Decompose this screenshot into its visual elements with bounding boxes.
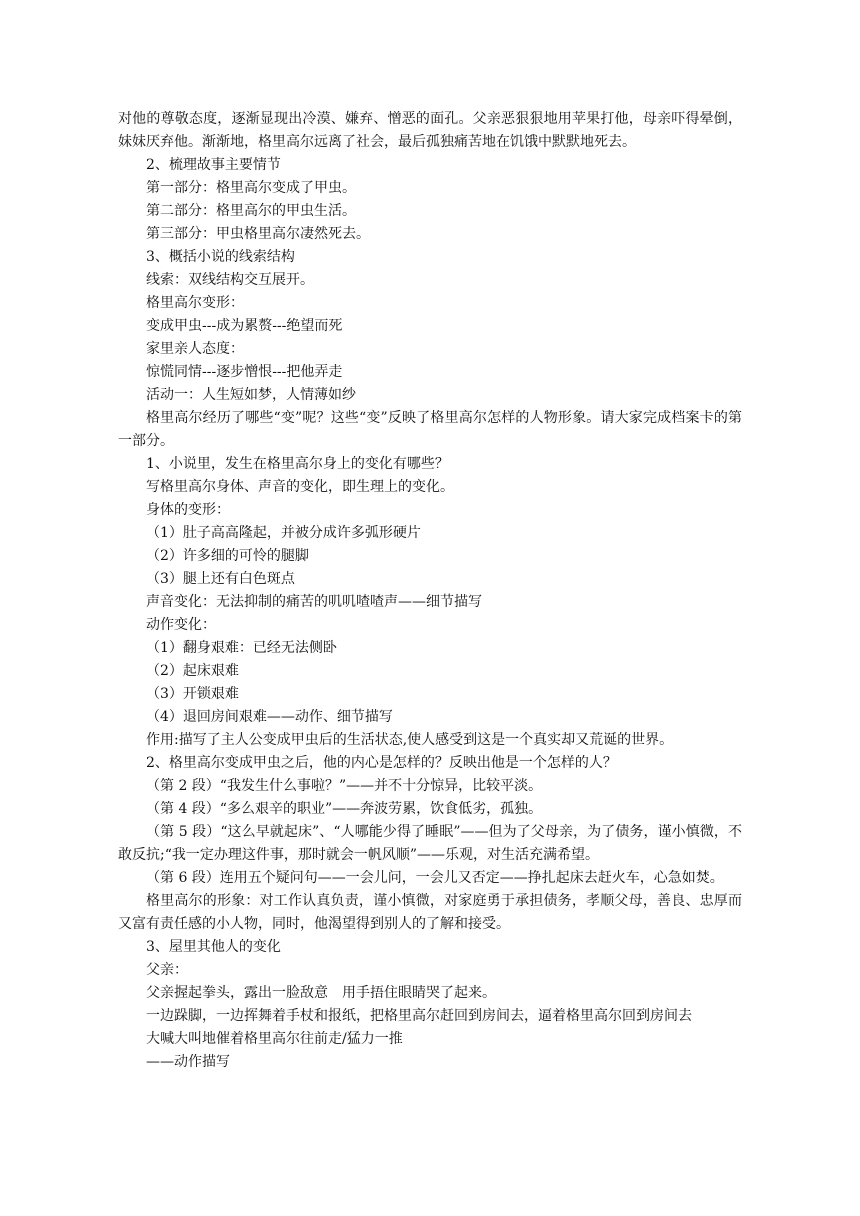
paragraph: 第三部分：甲虫格里高尔凄然死去。 [146, 226, 370, 242]
section-heading: 3、屋里其他人的变化 [146, 939, 281, 955]
paragraph: （第 2 段）“我发生什么事啦？”——并不十分惊异，比较平淡。 [146, 778, 543, 794]
paragraph: 一边跺脚，一边挥舞着手杖和报纸，把格里高尔赶回到房间去，逼着格里高尔回到房间去 [146, 1008, 692, 1024]
document-body [118, 108, 742, 1074]
paragraph: 声音变化：无法抑制的痛苦的叽叽喳喳声——细节描写 [146, 594, 482, 610]
paragraph: 父亲： [146, 962, 188, 978]
paragraph: 格里高尔经历了哪些“变”呢？这些“变”反映了格里高尔怎样的人物形象。请大家完成档案卡的第一部分。 [118, 410, 742, 449]
section-heading: 2、梳理故事主要情节 [146, 157, 281, 173]
section-heading: 活动一：人生短如梦，人情薄如纱 [146, 387, 356, 403]
paragraph: 变成甲虫---成为累赘---绝望而死 [146, 318, 343, 334]
paragraph: （第 4 段）“多么艰辛的职业”——奔波劳累，饮食低劣，孤独。 [146, 801, 543, 817]
paragraph: 对他的尊敬态度，逐渐显现出冷漠、嫌弃、憎恶的面孔。父亲恶狠狠地用苹果打他，母亲吓得晕倒，妹妹厌弃他。渐渐地，格里高尔远离了社会，最后孤独痛苦地在饥饿中默默地死去。 [118, 111, 742, 150]
list-item: （3）腿上还有白色斑点 [146, 571, 295, 587]
paragraph: ——动作描写 [146, 1054, 230, 1070]
paragraph: 动作变化： [146, 617, 216, 633]
list-item: （2）许多细的可怜的腿脚 [146, 548, 309, 564]
list-item: （1）翻身艰难：已经无法侧卧 [146, 640, 337, 656]
section-heading: 2、格里高尔变成甲虫之后，他的内心是怎样的？反映出他是一个怎样的人？ [146, 755, 617, 771]
paragraph: 线索：双线结构交互展开。 [146, 272, 314, 288]
paragraph: 作用:描写了主人公变成甲虫后的生活状态,使人感受到这是一个真实却又荒诞的世界。 [146, 732, 674, 748]
list-item: （4）退回房间艰难——动作、细节描写 [146, 709, 393, 725]
paragraph: （第 6 段）连用五个疑问句——一会儿问，一会儿又否定——挣扎起床去赶火车，心急如焚。 [146, 870, 724, 886]
paragraph: 格里高尔的形象：对工作认真负责，谨小慎微，对家庭勇于承担债务，孝顺父母，善良、忠厚而又富有责任感的小人物，同时，他渴望得到别人的了解和接受。 [118, 893, 742, 932]
list-item: （2）起床艰难 [146, 663, 239, 679]
list-item: （1）肚子高高隆起，并被分成许多弧形硬片 [146, 525, 421, 541]
list-item: （3）开锁艰难 [146, 686, 239, 702]
paragraph: 大喊大叫地催着格里高尔往前走/猛力一推 [146, 1031, 403, 1047]
paragraph: （第 5 段）“这么早就起床”、“人哪能少得了睡眠”——但为了父母亲，为了债务，谨小慎微，不敢反抗;“我一定办理这件事，那时就会一帆风顺”——乐观，对生活充满希望。 [118, 824, 742, 863]
section-heading: 3、概括小说的线索结构 [146, 249, 295, 265]
paragraph: 写格里高尔身体、声音的变化，即生理上的变化。 [146, 479, 454, 495]
paragraph: 惊慌同情---逐步憎恨---把他弄走 [146, 364, 343, 380]
paragraph: 家里亲人态度： [146, 341, 244, 357]
paragraph: 格里高尔变形： [146, 295, 244, 311]
paragraph: 第二部分：格里高尔的甲虫生活。 [146, 203, 356, 219]
paragraph: 第一部分：格里高尔变成了甲虫。 [146, 180, 356, 196]
section-heading: 1、小说里，发生在格里高尔身上的变化有哪些？ [146, 456, 449, 472]
paragraph: 身体的变形： [146, 502, 230, 518]
paragraph: 父亲握起拳头，露出一脸敌意 用手捂住眼睛哭了起来。 [146, 985, 496, 1001]
